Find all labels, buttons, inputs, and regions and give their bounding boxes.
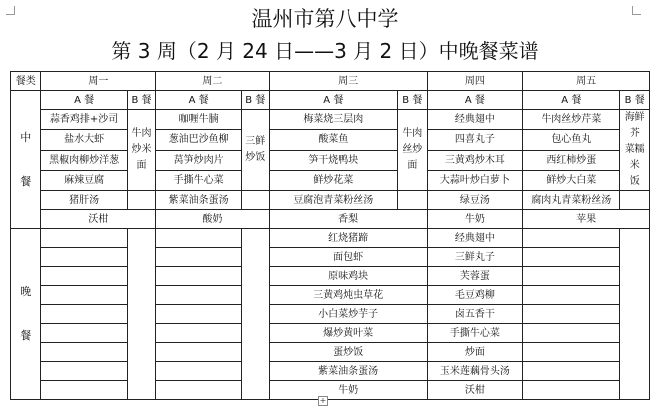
lunch-a-cell: 梅菜烧三层肉 xyxy=(269,110,397,130)
dinner-thu-cell: 玉米莲藕骨头汤 xyxy=(427,362,523,381)
dinner-empty xyxy=(523,324,620,343)
meal-a-header: A 餐 xyxy=(269,91,397,110)
dinner-thu-cell: 毛豆鸡柳 xyxy=(427,286,523,305)
lunch-a-cell: 四喜丸子 xyxy=(427,130,523,150)
dinner-wed-cell: 原味鸡块 xyxy=(269,267,427,286)
dinner-empty xyxy=(523,267,620,286)
dinner-empty xyxy=(156,343,242,362)
dinner-empty xyxy=(156,324,242,343)
dinner-empty xyxy=(156,362,242,381)
lunch-a-cell: 葱油巴沙鱼柳 xyxy=(156,130,242,150)
lunch-fruit-cell: 沃柑 xyxy=(41,210,156,229)
lunch-b-empty xyxy=(620,191,650,210)
lunch-b-empty xyxy=(398,191,428,210)
lunch-b-empty xyxy=(241,191,269,210)
dinner-empty xyxy=(41,362,127,381)
table-move-handle-icon[interactable]: + xyxy=(319,396,327,405)
dinner-thu-cell: 炒面 xyxy=(427,343,523,362)
dinner-empty xyxy=(41,248,127,267)
lunch-fruit-cell: 苹果 xyxy=(523,210,650,229)
lunch-fruit-cell: 酸奶 xyxy=(156,210,269,229)
dinner-thu-cell: 三鲜丸子 xyxy=(427,248,523,267)
dinner-thu-cell: 芙蓉蛋 xyxy=(427,267,523,286)
category-header: 餐类 xyxy=(11,72,41,91)
lunch-a-cell: 西红柿炒蛋 xyxy=(523,150,620,170)
dinner-empty xyxy=(41,343,127,362)
dinner-empty xyxy=(241,229,269,400)
lunch-soup-cell: 绿豆汤 xyxy=(427,191,523,210)
dinner-empty xyxy=(156,305,242,324)
dinner-empty xyxy=(41,286,127,305)
lunch-a-cell: 蒜香鸡排+沙司 xyxy=(41,110,127,130)
dinner-empty xyxy=(523,305,620,324)
lunch-a-cell: 鲜炒大白菜 xyxy=(523,170,620,190)
dinner-empty xyxy=(156,286,242,305)
dinner-wed-cell: 小白菜炒芋子 xyxy=(269,305,427,324)
dinner-thu-cell: 经典翅中 xyxy=(427,229,523,248)
lunch-label: 中 餐 xyxy=(11,91,41,229)
lunch-b-cell-tue: 三鲜 炒饭 xyxy=(241,110,269,191)
lunch-a-cell: 包心鱼丸 xyxy=(523,130,620,150)
meal-b-header: B 餐 xyxy=(620,91,650,110)
lunch-a-cell: 鲜炒花菜 xyxy=(269,170,397,190)
dinner-wed-cell: 蛋炒饭 xyxy=(269,343,427,362)
lunch-a-cell: 大蒜叶炒白萝卜 xyxy=(427,170,523,190)
dinner-empty xyxy=(41,324,127,343)
dinner-empty xyxy=(523,286,620,305)
day-header-thu: 周四 xyxy=(427,72,523,91)
dinner-wed-cell: 面包虾 xyxy=(269,248,427,267)
meal-a-header: A 餐 xyxy=(41,91,127,110)
dinner-empty xyxy=(156,381,242,400)
dinner-empty xyxy=(127,229,156,400)
meal-b-header: B 餐 xyxy=(127,91,156,110)
dinner-empty xyxy=(41,229,127,248)
menu-table xyxy=(10,71,650,400)
dinner-empty xyxy=(41,381,127,400)
page-title: 温州市第八中学 xyxy=(251,7,399,31)
lunch-a-cell: 牛肉丝炒芹菜 xyxy=(523,110,620,130)
lunch-b-cell-mon: 牛肉 炒米 面 xyxy=(127,110,156,191)
lunch-soup-cell: 猪肝汤 xyxy=(41,191,127,210)
meal-b-header: B 餐 xyxy=(398,91,428,110)
lunch-b-cell-wed: 牛肉 丝炒 面 xyxy=(398,110,428,191)
dinner-label: 晚 餐 xyxy=(11,229,41,400)
meal-b-header: B 餐 xyxy=(241,91,269,110)
lunch-a-cell: 酸菜鱼 xyxy=(269,130,397,150)
lunch-a-cell: 手撕牛心菜 xyxy=(156,170,242,190)
dinner-empty xyxy=(523,248,620,267)
dinner-empty xyxy=(41,305,127,324)
lunch-fruit-cell: 牛奶 xyxy=(427,210,523,229)
page-subtitle: 第 3 周（2 月 24 日——3 月 2 日）中晚餐菜谱 xyxy=(111,39,539,63)
lunch-soup-cell: 豆腐泡青菜粉丝汤 xyxy=(269,191,397,210)
day-header-tue: 周二 xyxy=(156,72,269,91)
dinner-wed-cell: 爆炒黄叶菜 xyxy=(269,324,427,343)
day-header-fri: 周五 xyxy=(523,72,650,91)
dinner-wed-cell: 牛奶 xyxy=(269,381,427,400)
day-header-mon: 周一 xyxy=(41,72,156,91)
dinner-thu-cell: 手撕牛心菜 xyxy=(427,324,523,343)
dinner-empty xyxy=(523,343,620,362)
dinner-empty xyxy=(523,362,620,381)
lunch-soup-cell: 紫菜油条蛋汤 xyxy=(156,191,242,210)
day-header-wed: 周三 xyxy=(269,72,427,91)
dinner-empty xyxy=(156,267,242,286)
dinner-wed-cell: 红烧猪蹄 xyxy=(269,229,427,248)
lunch-a-cell: 黑椒肉柳炒洋葱 xyxy=(41,150,127,170)
lunch-a-cell: 经典翅中 xyxy=(427,110,523,130)
lunch-soup-cell: 腐肉丸青菜粉丝汤 xyxy=(523,191,620,210)
meal-a-header: A 餐 xyxy=(427,91,523,110)
dinner-empty xyxy=(620,229,650,400)
dinner-empty xyxy=(41,267,127,286)
lunch-a-cell: 笋干烧鸭块 xyxy=(269,150,397,170)
dinner-empty xyxy=(523,229,620,248)
lunch-b-cell-fri: 海鲜芥 菜糯米 饭 xyxy=(620,110,650,191)
lunch-a-cell: 三黄鸡炒木耳 xyxy=(427,150,523,170)
dinner-wed-cell: 三黄鸡炖虫草花 xyxy=(269,286,427,305)
dinner-empty xyxy=(156,229,242,248)
dinner-wed-cell: 紫菜油条蛋汤 xyxy=(269,362,427,381)
lunch-a-cell: 麻辣豆腐 xyxy=(41,170,127,190)
dinner-thu-cell: 沃柑 xyxy=(427,381,523,400)
dinner-empty xyxy=(523,381,620,400)
lunch-b-empty xyxy=(127,191,156,210)
dinner-thu-cell: 卤五香干 xyxy=(427,305,523,324)
meal-a-header: A 餐 xyxy=(156,91,242,110)
lunch-a-cell: 盐水大虾 xyxy=(41,130,127,150)
lunch-fruit-cell: 香梨 xyxy=(269,210,427,229)
lunch-a-cell: 咖喱牛腩 xyxy=(156,110,242,130)
dinner-empty xyxy=(156,248,242,267)
meal-a-header: A 餐 xyxy=(523,91,620,110)
lunch-a-cell: 莴笋炒肉片 xyxy=(156,150,242,170)
